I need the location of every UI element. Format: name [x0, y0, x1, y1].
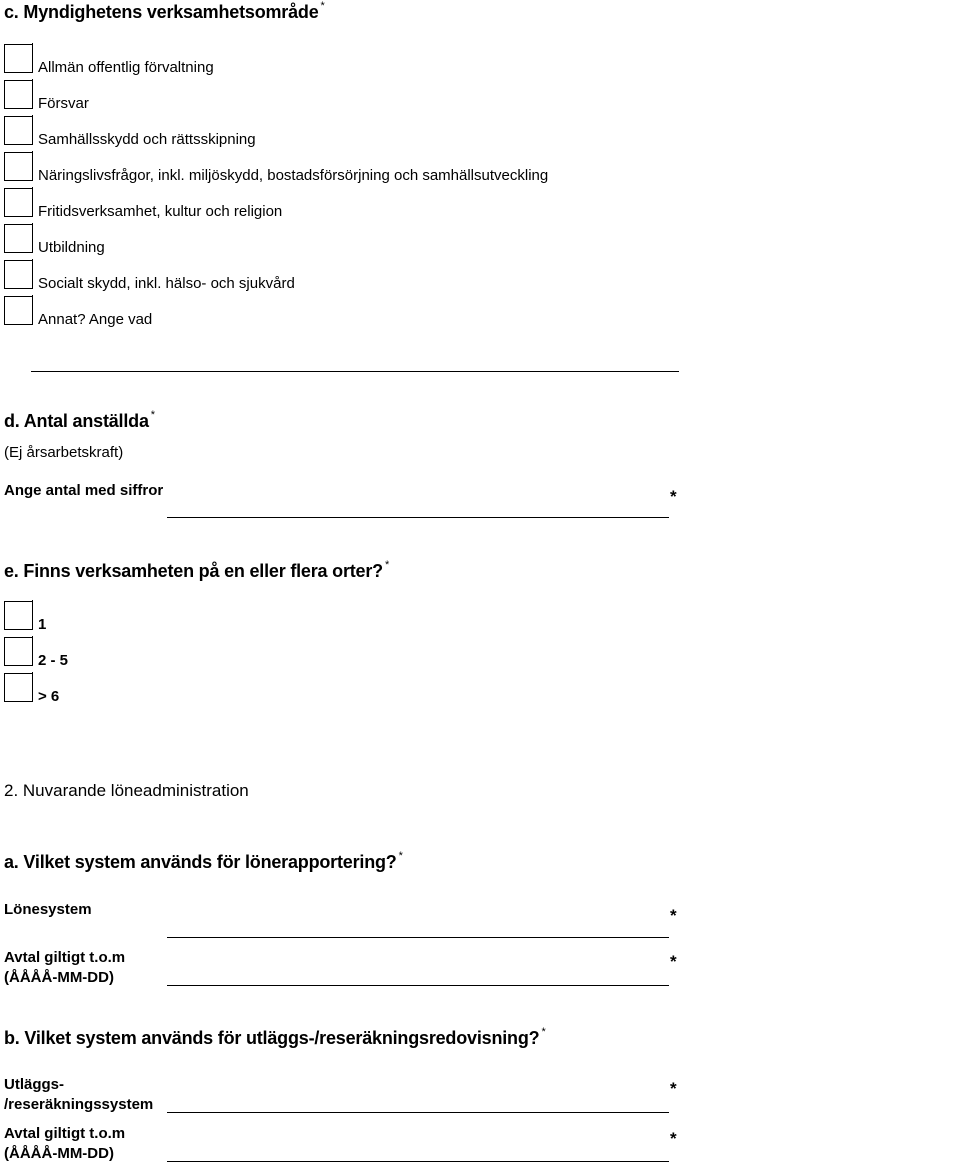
section-b-title: b. Vilket system används för utläggs-/reseräkningsredovisning? [4, 1028, 540, 1048]
required-star: * [670, 906, 677, 925]
checkbox-forsvar[interactable] [4, 80, 33, 109]
option-label-fritid: Fritidsverksamhet, kultur och religion [38, 203, 283, 220]
required-star: * [541, 1026, 546, 1038]
avtal-date-input-a[interactable] [167, 985, 669, 986]
section-c-heading [4, 2, 325, 23]
avtal-label-a [4, 948, 125, 988]
section-c-title: c. Myndighetens verksamhetsområde [4, 2, 319, 22]
antal-field-label: Ange antal med siffror [4, 482, 164, 499]
utlagg-label [4, 1075, 153, 1115]
option-label-annat: Annat? Ange vad [38, 311, 153, 328]
checkbox-orter-6[interactable] [4, 673, 33, 702]
utlagg-label-line1: Utläggs- [4, 1076, 64, 1093]
option-label-naringsliv: Näringslivsfrågor, inkl. miljöskydd, bostadsförsörjning och samhällsutveckling [38, 167, 549, 184]
checkbox-naringsliv[interactable] [4, 152, 33, 181]
required-star: * [670, 1129, 677, 1148]
checkbox-annat[interactable] [4, 296, 33, 325]
required-star: * [320, 0, 325, 12]
required-star: * [670, 1079, 677, 1098]
checkbox-fritid[interactable] [4, 188, 33, 217]
required-star: * [670, 952, 677, 971]
option-label-orter-1: 1 [38, 616, 47, 633]
option-label-forsvar: Försvar [38, 95, 89, 112]
section-a-title: a. Vilket system används för lönerapportering? [4, 852, 397, 872]
utlagg-label-line2: /reseräkningssystem [4, 1096, 154, 1113]
avtal-label-b-line1: Avtal giltigt t.o.m [4, 1125, 126, 1142]
section-d-note: (Ej årsarbetskraft) [4, 444, 124, 461]
avtal-date-input-b[interactable] [167, 1161, 669, 1162]
required-star: * [398, 850, 403, 862]
lonesystem-label: Lönesystem [4, 901, 92, 918]
option-label-orter-2-5: 2 - 5 [38, 652, 69, 669]
option-label-orter-6: > 6 [38, 688, 60, 705]
section-2-title: 2. Nuvarande löneadministration [4, 781, 249, 800]
section-d-title: d. Antal anställda [4, 411, 149, 431]
checkbox-allman[interactable] [4, 44, 33, 73]
required-star: * [670, 487, 677, 506]
checkbox-samhallsskydd[interactable] [4, 116, 33, 145]
checkbox-utbildning[interactable] [4, 224, 33, 253]
required-star: * [150, 409, 155, 421]
section-e-title: e. Finns verksamheten på en eller flera orter? [4, 561, 383, 581]
annat-text-field[interactable] [31, 371, 679, 372]
required-star: * [384, 559, 390, 571]
section-e-heading [4, 561, 389, 582]
avtal-label-a-line2: (ÅÅÅÅ-MM-DD) [4, 969, 114, 986]
checkbox-orter-1[interactable] [4, 601, 33, 630]
avtal-label-a-line1: Avtal giltigt t.o.m [4, 949, 126, 966]
avtal-label-b-line2: (ÅÅÅÅ-MM-DD) [4, 1145, 114, 1162]
checkbox-socialt-skydd[interactable] [4, 260, 33, 289]
section-b-heading [4, 1028, 546, 1049]
section-a-heading [4, 852, 403, 873]
checkbox-orter-2-5[interactable] [4, 637, 33, 666]
antal-input[interactable] [167, 517, 669, 518]
avtal-label-b [4, 1124, 125, 1164]
lonesystem-input[interactable] [167, 937, 669, 938]
option-label-utbildning: Utbildning [38, 239, 105, 256]
section-d-heading [4, 411, 155, 432]
option-label-allman: Allmän offentlig förvaltning [38, 59, 214, 76]
option-label-samhallsskydd: Samhällsskydd och rättsskipning [38, 131, 256, 148]
utlagg-input[interactable] [167, 1112, 669, 1113]
option-label-socialt-skydd: Socialt skydd, inkl. hälso- och sjukvård [38, 275, 295, 292]
